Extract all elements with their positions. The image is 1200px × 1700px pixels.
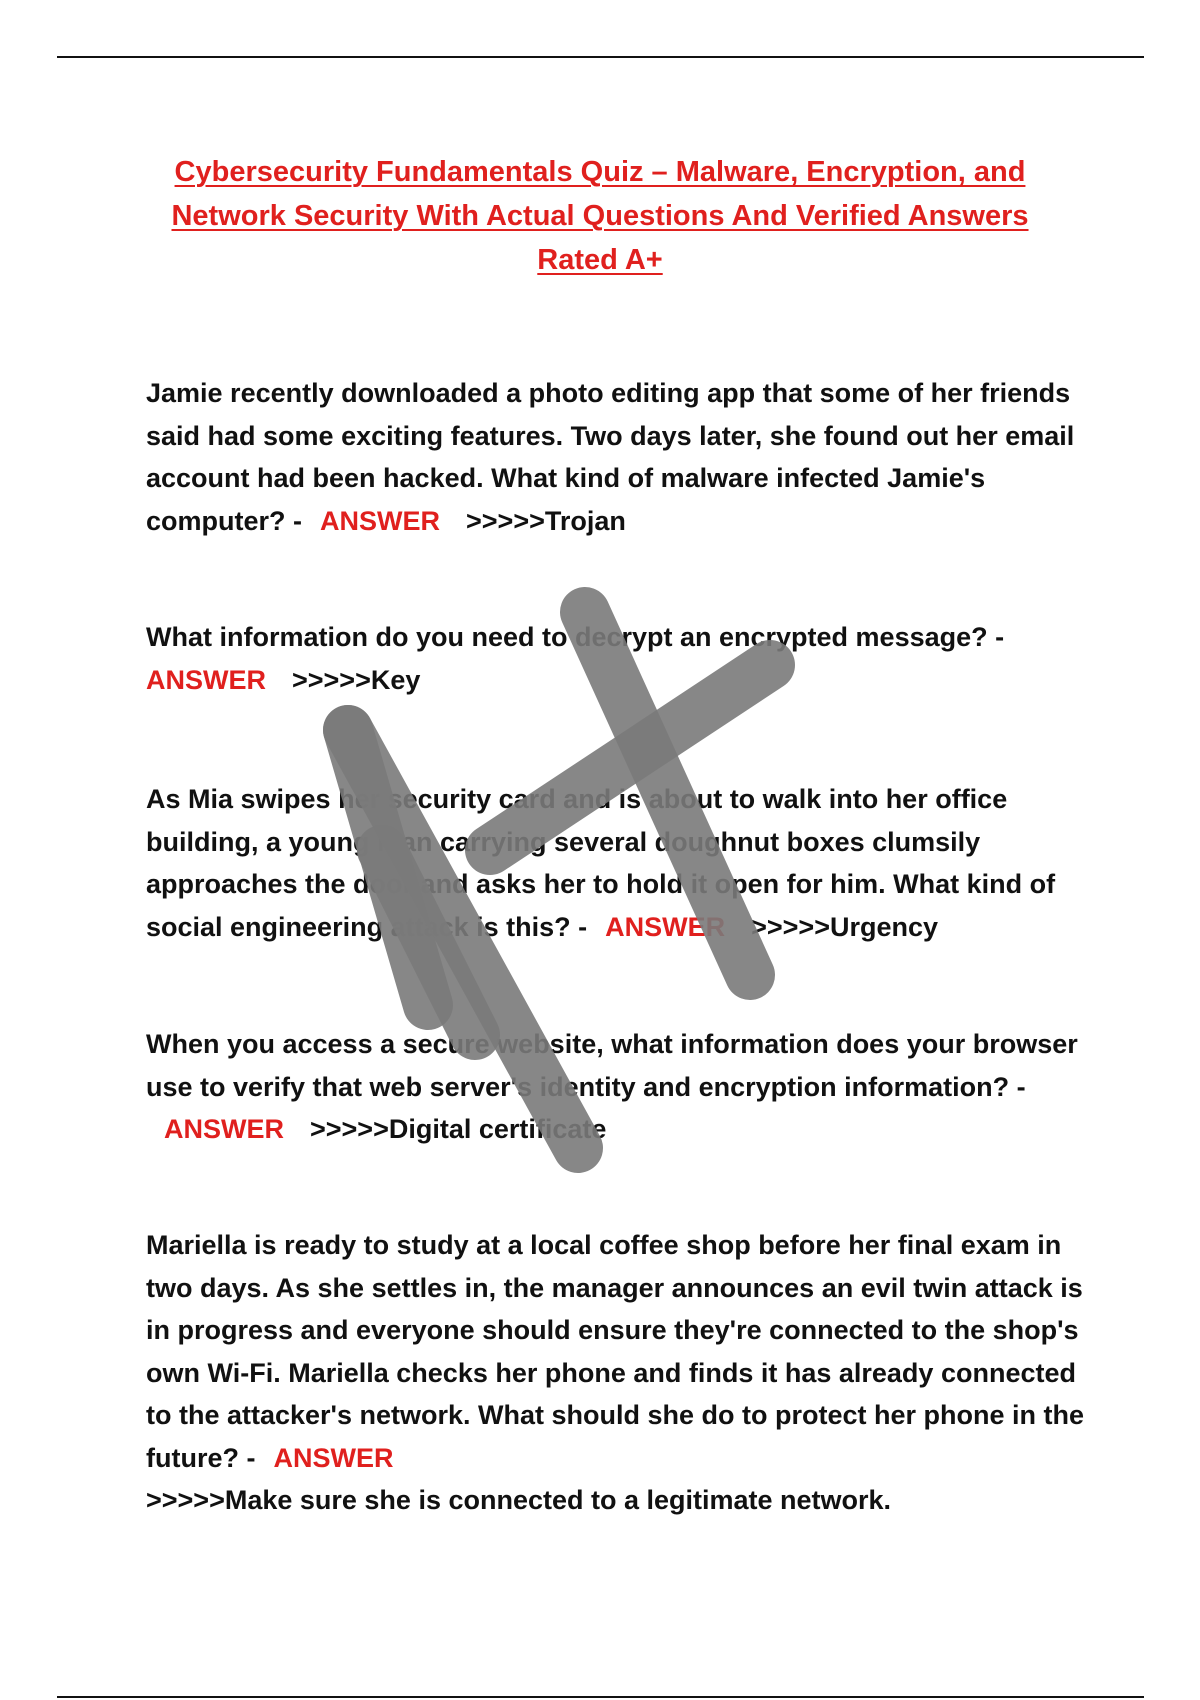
answer-prefix: >>>>>: [292, 664, 371, 695]
answer-prefix: >>>>>: [751, 911, 830, 942]
bottom-rule: [57, 1696, 1144, 1698]
answer-label: ANSWER: [320, 505, 441, 536]
answer-prefix: >>>>>: [310, 1114, 389, 1144]
answer-label: ANSWER: [273, 1442, 394, 1473]
answer-prefix: >>>>>: [466, 505, 545, 536]
qa-item: [146, 616, 1086, 701]
answer-text: Key: [370, 664, 421, 695]
question-text: Jamie recently downloaded a photo editing app that some of her friends said had some exciting features. Two days later, she found out her email account had been hacked. What kind of malware infected Jamie's computer? -: [146, 378, 1075, 536]
answer-label: ANSWER: [605, 911, 726, 942]
answer-label: ANSWER: [164, 1114, 284, 1144]
question-text: As Mia swipes her security card and is about to walk into her office building, a young man carrying several doughnut boxes clumsily approaches the door and asks her to hold it open for him. What kind of social engineering attack is this? -: [146, 784, 1056, 942]
answer-text: Digital certificate: [388, 1114, 607, 1144]
question-text: What information do you need to decrypt an encrypted message? -: [146, 622, 1005, 652]
question-text: When you access a secure website, what information does your browser use to verify that web server's identity and encryption information? -: [146, 1029, 1078, 1102]
answer-text: Urgency: [829, 911, 939, 942]
qa-item: [146, 1023, 1086, 1151]
qa-item: [146, 778, 1086, 948]
document-title: Cybersecurity Fundamentals Quiz – Malware, Encryption, and Network Security With Actual Questions And Verified Answers Rated A+: [171, 156, 1029, 276]
answer-text: Trojan: [544, 505, 626, 536]
answer-prefix: >>>>>: [146, 1485, 225, 1515]
qa-item: [146, 372, 1086, 542]
answer-text: Make sure she is connected to a legitimate network.: [224, 1485, 892, 1515]
answer-label: ANSWER: [146, 664, 266, 695]
qa-item: [146, 1224, 1086, 1522]
top-rule: [57, 56, 1144, 58]
question-text: Mariella is ready to study at a local coffee shop before her final exam in two days. As she settles in, the manager announces an evil twin attack is in progress and everyone should ensure they're connected to the shop's own Wi-Fi. Mariella checks her phone and finds it has already connected to the attacker's network. What should she do to protect her phone in the future? -: [146, 1230, 1084, 1473]
